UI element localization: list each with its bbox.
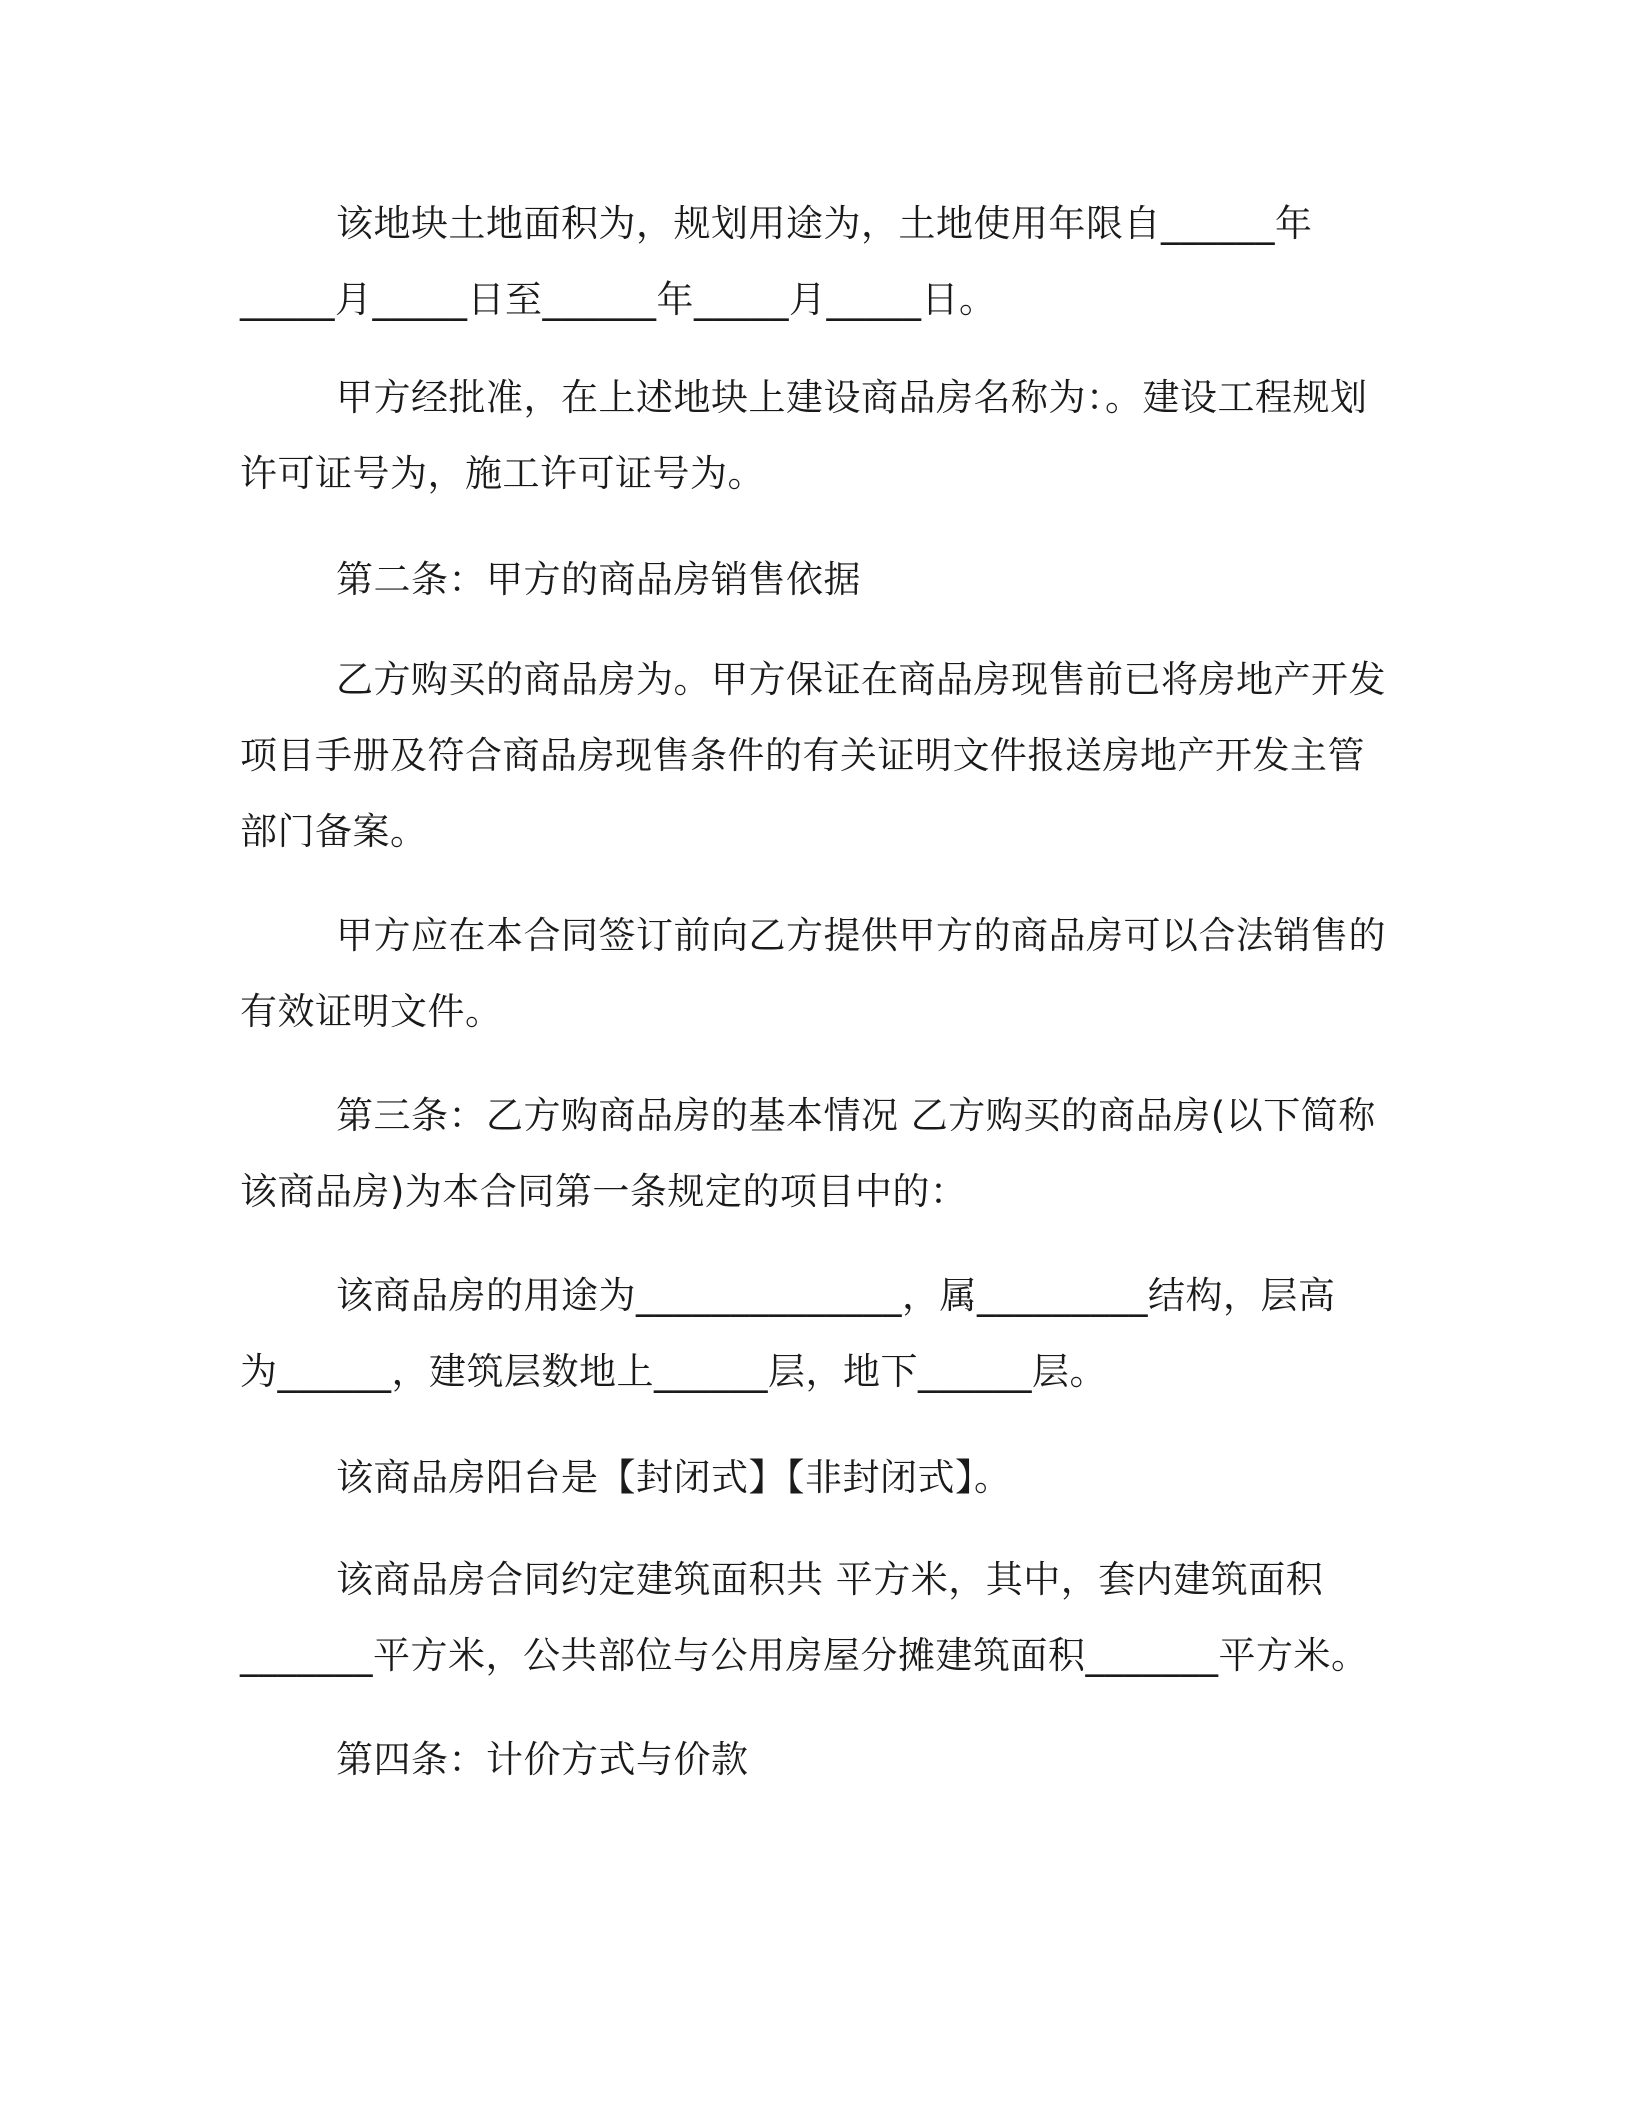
- text-line: _______平方米，公共部位与公用房屋分摊建筑面积_______平方米。: [240, 1634, 1369, 1677]
- text-line: 第四条：计价方式与价款: [336, 1738, 749, 1781]
- paragraph-proof-documents: [240, 898, 1400, 1050]
- text-line: 第三条：乙方购商品房的基本情况 乙方购买的商品房(以下简称: [336, 1094, 1376, 1137]
- text-line: 甲方应在本合同签订前向乙方提供甲方的商品房可以合法销售的: [336, 914, 1386, 957]
- paragraph-land-area: [240, 186, 1400, 338]
- text-line: _____月_____日至______年_____月_____日。: [240, 278, 997, 321]
- paragraph-approval: [240, 360, 1400, 512]
- text-line: 第二条：甲方的商品房销售依据: [336, 558, 861, 601]
- text-line: 为______，建筑层数地上______层，地下______层。: [240, 1350, 1107, 1393]
- text-line: 部门备案。: [240, 810, 428, 853]
- text-line: 有效证明文件。: [240, 990, 503, 1033]
- text-line: 该地块土地面积为，规划用途为，土地使用年限自______年: [336, 202, 1313, 245]
- heading-article-2: [240, 542, 1400, 618]
- heading-article-4: [240, 1722, 1400, 1798]
- heading-article-3: [240, 1078, 1400, 1230]
- text-line: 项目手册及符合商品房现售条件的有关证明文件报送房地产开发主管: [240, 734, 1365, 777]
- text-line: 该商品房阳台是【封闭式】【非封闭式】。: [336, 1456, 1012, 1499]
- text-line: 许可证号为，施工许可证号为。: [240, 452, 765, 495]
- text-line: 该商品房合同约定建筑面积共 平方米，其中，套内建筑面积: [336, 1558, 1324, 1601]
- text-line: 该商品房)为本合同第一条规定的项目中的：: [240, 1170, 968, 1213]
- text-line: 该商品房的用途为______________，属_________结构，层高: [336, 1274, 1336, 1317]
- paragraph-sale-basis: [240, 642, 1400, 870]
- paragraph-usage-structure: [240, 1258, 1400, 1410]
- text-line: 乙方购买的商品房为。甲方保证在商品房现售前已将房地产开发: [336, 658, 1386, 701]
- paragraph-balcony: [240, 1440, 1400, 1516]
- text-line: 甲方经批准，在上述地块上建设商品房名称为：。建设工程规划: [336, 376, 1368, 419]
- paragraph-floor-area: [240, 1542, 1400, 1694]
